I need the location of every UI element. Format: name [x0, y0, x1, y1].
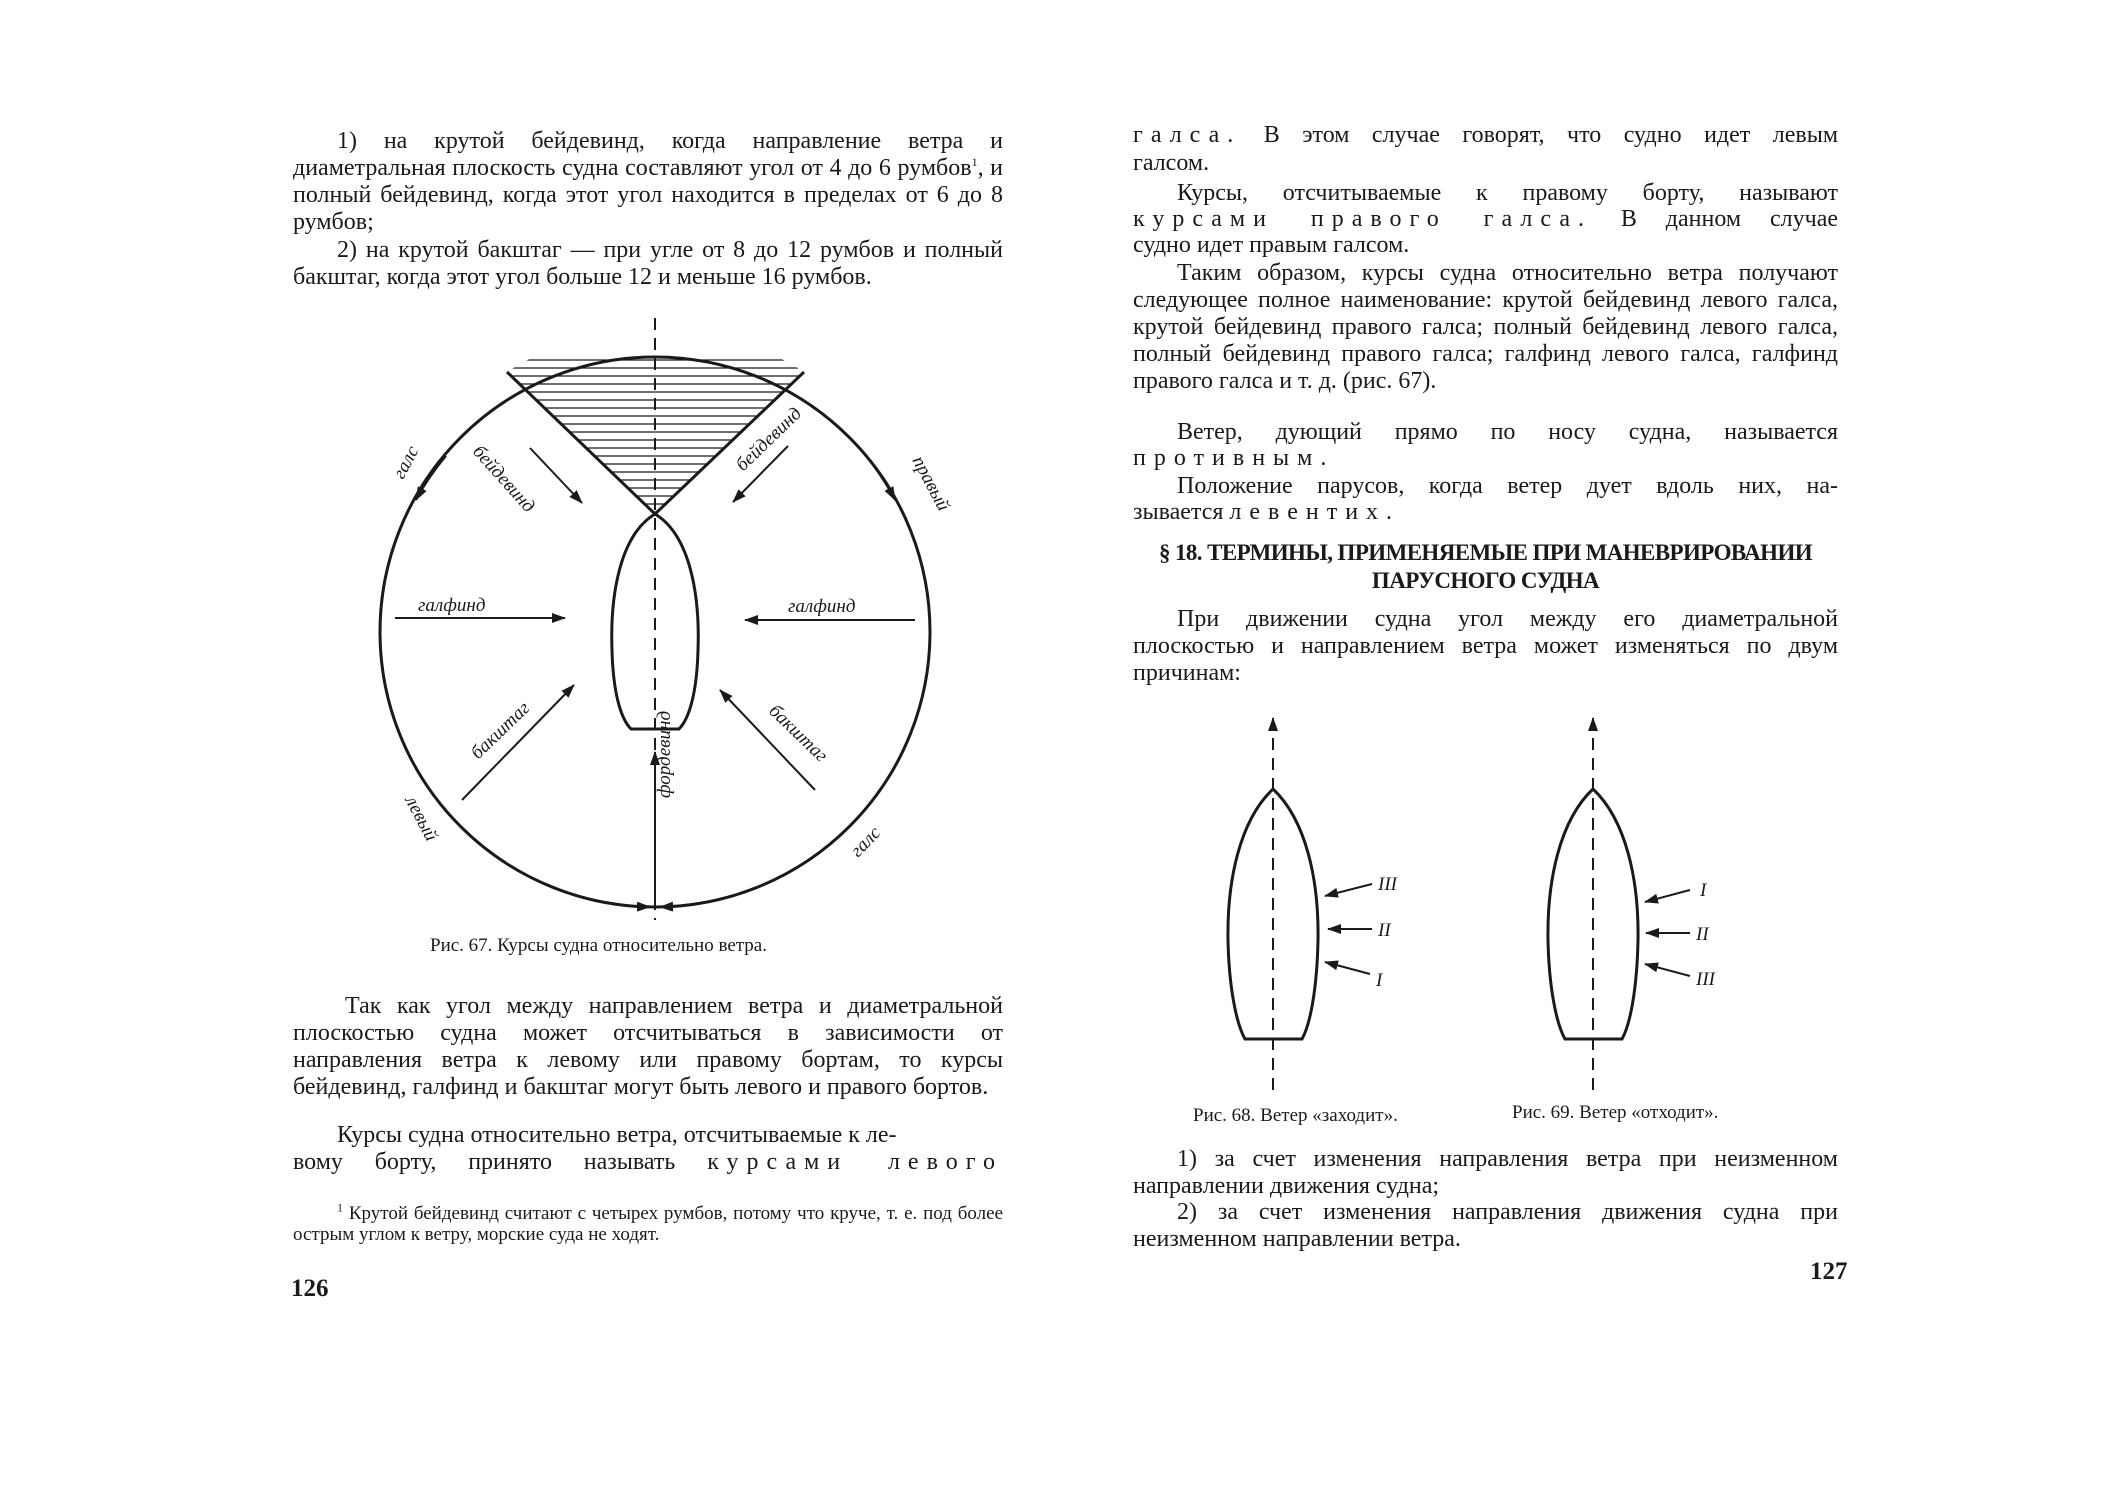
label-bakshtag-left: бакштаг — [466, 697, 535, 764]
right-para-a3: судно идет правым галсом. — [1133, 232, 1410, 258]
right-para-d2: зывается левентих. — [1133, 499, 1401, 525]
fig67-caption: Рис. 67. Курсы судна относительно ветра. — [430, 935, 767, 956]
fig69-caption: Рис. 69. Ветер «отходит». — [1512, 1102, 1719, 1123]
footnote: $^1$ Крутой бейдевинд считают с четырех румбов, потому что круче, т. е. под более острым углом к ветру, морские суда не ходят. — [293, 1200, 1003, 1245]
label-iii: III — [1378, 874, 1397, 895]
label-arc-left-bottom: левый — [400, 792, 442, 845]
label-bakshtag-right: бакштаг — [764, 700, 832, 767]
label-arc-left-top: галс — [388, 442, 424, 483]
footnote-marker: 1 — [971, 155, 978, 169]
label-iii: III — [1696, 969, 1715, 990]
arrow-bejdevind-left — [530, 448, 582, 503]
figure-67-wind-courses — [350, 320, 954, 930]
paragraph-4b: вому борту, принято называть курсами левого — [293, 1149, 1004, 1175]
right-para-d1: Положение парусов, когда ветер дует вдоль них, на- — [1177, 473, 1838, 499]
right-para-a1: Курсы, отсчитываемые к правому борту, называют — [1177, 180, 1838, 206]
label-arc-right-bottom: галс — [846, 822, 886, 862]
label-fordevind: фордевинд — [654, 710, 675, 798]
fig68-caption: Рис. 68. Ветер «заходит». — [1193, 1105, 1398, 1126]
right-line-2: галсом. — [1133, 150, 1210, 176]
arc-arrow-left-top — [416, 456, 446, 500]
figure-69-wind-veering — [1520, 710, 1810, 1110]
paragraph-3: Так как угол между направлением ветра и диаметральной плоскостью судна может отсчитываться в зависимости от направления ветра к левому или правому бортам, то курсы бейдевинд, галфинд и бакштаг могут быть левого и правого бортов. — [293, 993, 1003, 1100]
right-para-c1: Ветер, дующий прямо по носу судна, называется — [1177, 419, 1838, 445]
figure-68-wind-backing — [1200, 710, 1490, 1110]
label-galfind-right: галфинд — [788, 596, 856, 617]
label-bejdevind-left: бейдевинд — [468, 441, 540, 517]
page-number-left: 126 — [291, 1275, 329, 1302]
wind-arrow-i — [1325, 962, 1370, 974]
label-ii: II — [1696, 924, 1709, 945]
label-arc-right-top: правый — [907, 452, 954, 515]
wind-arrow-i — [1645, 890, 1690, 902]
paragraph-4a: Курсы судна относительно ветра, отсчитываемые к ле- — [337, 1122, 897, 1148]
right-para-b: Таким образом, курсы судна относительно ветра получают следующее полное наименование: крутой бейдевинд левого галса, крутой бейдевинд правого галса; полный бейдевинд левого галса, полный бейдевинд правого галса; галфинд левого галса, галфинд правого галса и т. д. (рис. 67). — [1133, 260, 1838, 394]
paragraph-2: 2) на крутой бакштаг — при угле от 8 до 12 румбов и полный бакштаг, когда этот угол больше 12 и меньше 16 румбов. — [293, 237, 1003, 290]
paragraph-1: 1) на крутой бейдевинд, когда направление ветра и диаметральная плоскость судна составляют угол от 4 до 6 румбов$^1$, и полный бейдевинд, когда этот угол находится в пределах от 6 до 8 румбов; — [293, 128, 1003, 235]
label-i: I — [1700, 880, 1707, 901]
section-heading: § 18. ТЕРМИНЫ, ПРИМЕНЯЕМЫЕ ПРИ МАНЕВРИРОВАНИИ ПАРУСНОГО СУДНА — [1158, 540, 1813, 593]
page-number-right: 127 — [1810, 1258, 1848, 1285]
list-item-1: 1) за счет изменения направления ветра при неизменном направлении движения судна; — [1133, 1146, 1838, 1199]
arc-arrow-right-top — [866, 456, 895, 500]
right-para-c2: противным. — [1133, 445, 1335, 471]
label-ii: II — [1378, 920, 1391, 941]
label-galfind-left: галфинд — [418, 595, 486, 616]
right-para-a2: курсами правого галса. В данном случае — [1133, 206, 1839, 232]
wind-arrow-iii — [1645, 964, 1690, 976]
right-para-e: При движении судна угол между его диаметральной плоскостью и направлением ветра может изменяться по двум причинам: — [1133, 606, 1838, 686]
label-i: I — [1376, 970, 1383, 991]
right-line-1: галса. В этом случае говорят, что судно идет левым — [1133, 122, 1839, 148]
list-item-2: 2) за счет изменения направления движения судна при неизменном направлении ветра. — [1133, 1199, 1838, 1252]
label-bejdevind-right: бейдевинд — [731, 403, 806, 476]
wind-arrow-iii — [1325, 884, 1372, 896]
